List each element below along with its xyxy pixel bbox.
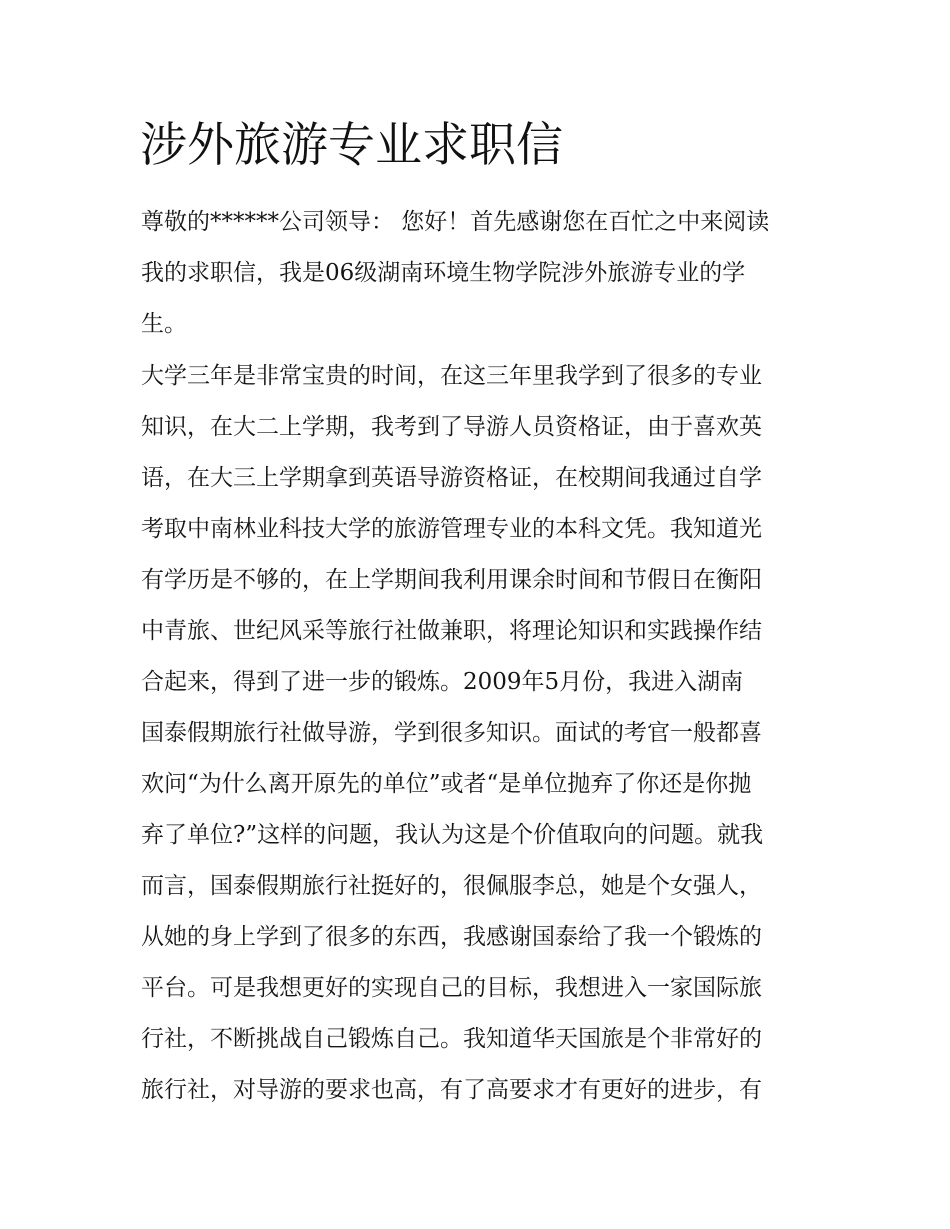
text-line-13: 弃了单位?”这样的问题，我认为这是个价值取向的问题。就我: [141, 822, 764, 848]
text-line-7: 考取中南林业科技大学的旅游管理专业的本科文凭。我知道光: [141, 516, 762, 542]
document-title: 涉外旅游专业求职信: [140, 118, 563, 173]
text-line-10: 合起来，得到了进一步的锻炼。2009年5月份，我进入湖南: [141, 669, 744, 695]
text-line-4: 大学三年是非常宝贵的时间，在这三年里我学到了很多的专业: [141, 363, 762, 389]
text-line-5: 知识，在大二上学期，我考到了导游人员资格证，由于喜欢英: [141, 414, 762, 440]
text-line-15: 从她的身上学到了很多的东西，我感谢国泰给了我一个锻炼的: [141, 924, 762, 950]
text-line-3: 生。: [141, 311, 187, 337]
text-line-11: 国泰假期旅行社做导游，学到很多知识。面试的考官一般都喜: [141, 720, 762, 746]
text-line-14: 而言，国泰假期旅行社挺好的，很佩服李总，她是个女强人，: [141, 873, 762, 899]
text-line-12: 欢问“为什么离开原先的单位”或者“是单位抛弃了你还是你抛: [141, 771, 752, 797]
text-line-2: 我的求职信，我是06级湖南环境生物学院涉外旅游专业的学: [141, 260, 746, 286]
text-line-9: 中青旅、世纪风采等旅行社做兼职，将理论知识和实践操作结: [141, 618, 762, 644]
text-line-6: 语，在大三上学期拿到英语导游资格证，在校期间我通过自学: [141, 465, 762, 491]
text-line-18: 旅行社，对导游的要求也高，有了高要求才有更好的进步，有: [141, 1077, 762, 1103]
text-line-16: 平台。可是我想更好的实现自己的目标，我想进入一家国际旅: [141, 975, 762, 1001]
text-line-17: 行社，不断挑战自己锻炼自己。我知道华天国旅是个非常好的: [141, 1026, 762, 1052]
text-line-8: 有学历是不够的，在上学期间我利用课余时间和节假日在衡阳: [141, 567, 762, 593]
text-line-1: 尊敬的******公司领导： 您好！首先感谢您在百忙之中来阅读: [141, 209, 770, 235]
